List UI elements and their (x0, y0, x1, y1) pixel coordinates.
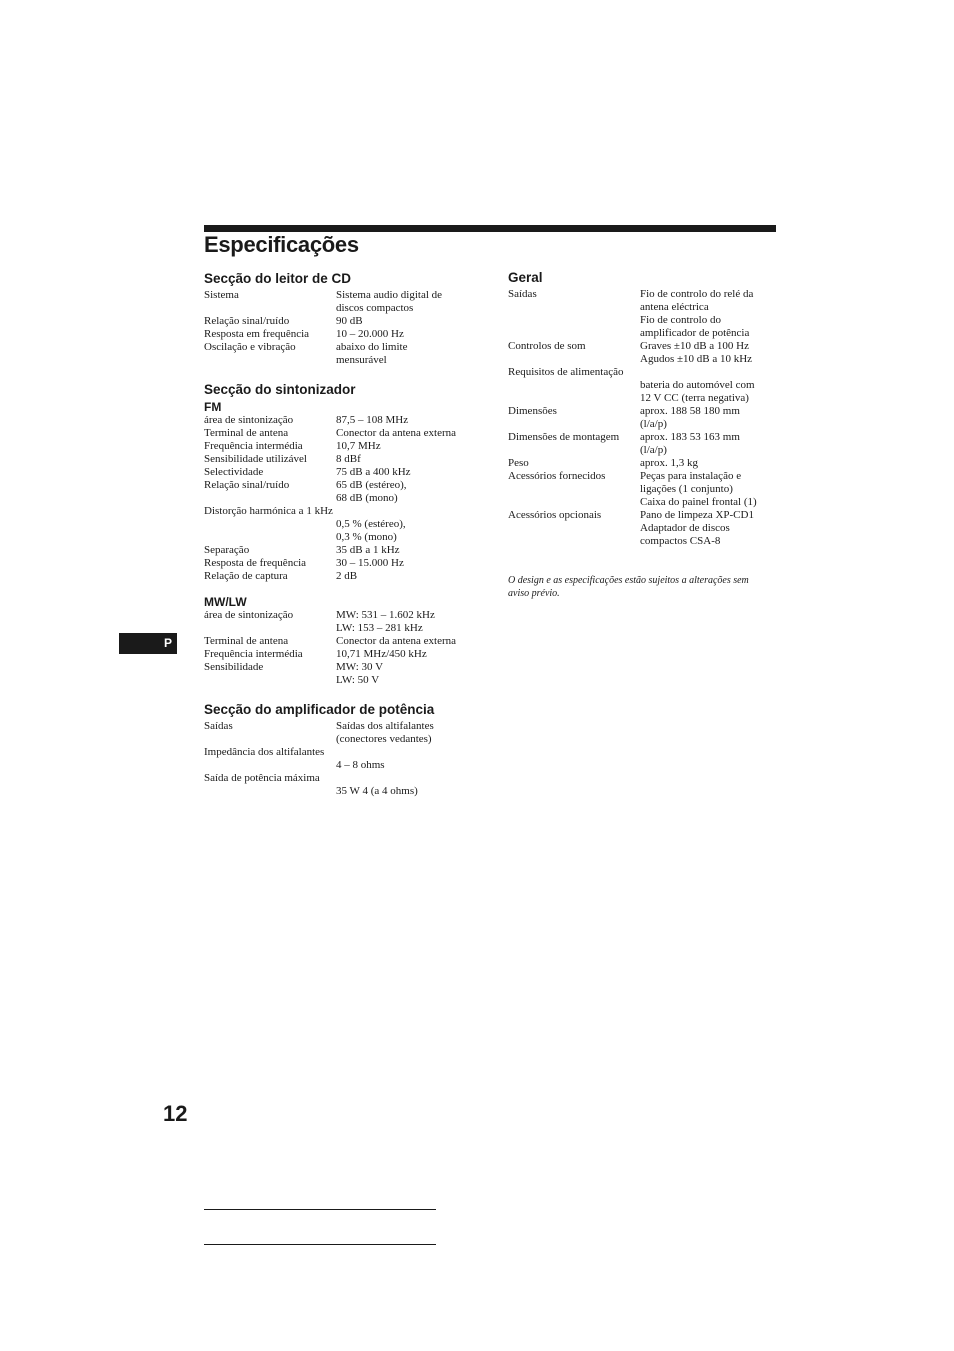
spec-table-cd (204, 289, 494, 367)
spec-label: Resposta de frequência (204, 557, 307, 569)
spec-label: Relação de captura (204, 570, 288, 582)
spec-value-line: 0,3 % (mono) (336, 531, 397, 543)
note-line: O design e as especificações estão sujeitos a alterações sem (508, 575, 749, 586)
disclaimer-note (508, 574, 778, 600)
spec-value-line: aprox. 183 53 163 mm (640, 431, 740, 443)
spec-row (204, 453, 494, 466)
spec-label: Peso (508, 457, 529, 469)
spec-value-line: LW: 50 V (336, 674, 380, 686)
spec-value (336, 609, 494, 635)
spec-row (508, 509, 778, 548)
spec-row (204, 720, 494, 746)
spec-value-line: aprox. 1,3 kg (640, 457, 699, 469)
spec-value-line: Caixa do painel frontal (1) (640, 496, 757, 508)
spec-value (640, 405, 778, 431)
spec-value (336, 635, 494, 648)
spec-table-amplifier (204, 720, 494, 798)
spec-row (204, 479, 494, 505)
note-line: aviso prévio. (508, 588, 560, 599)
spec-row (508, 288, 778, 340)
page-title: Especificações (204, 232, 359, 257)
spec-value (336, 453, 494, 466)
spec-label: Dimensões (508, 405, 557, 417)
spec-row (204, 609, 494, 635)
spec-label: Acessórios fornecidos (508, 470, 606, 482)
spec-row-wide (204, 772, 494, 798)
spec-value-line: compactos CSA-8 (640, 535, 721, 547)
spec-value-line: 35 W 4 (a 4 ohms) (336, 785, 418, 797)
spec-value-line: Fio de controlo do relé da (640, 288, 754, 300)
spec-label: Sensibilidade utilizável (204, 453, 307, 465)
spec-value-line: abaixo do limite (336, 341, 408, 353)
spec-row-wide (508, 366, 778, 405)
spec-row (204, 466, 494, 479)
spec-value-line: 30 – 15.000 Hz (336, 557, 404, 569)
spec-value-line: discos compactos (336, 302, 414, 314)
spec-label: Sistema (204, 289, 239, 301)
spec-label: Impedância dos altifalantes (204, 746, 325, 758)
spec-value (508, 379, 778, 405)
spec-value-line: Conector da antena externa (336, 635, 457, 647)
page-number: 12 (163, 1101, 188, 1126)
spec-value-line: 10,7 MHz (336, 440, 381, 452)
spec-value (204, 759, 494, 772)
spec-value (640, 431, 778, 457)
spec-value-line: 2 dB (336, 570, 358, 582)
spec-value-line: Fio de controlo do (640, 314, 721, 326)
spec-value (336, 479, 494, 505)
spec-value-line: 12 V CC (terra negativa) (640, 392, 749, 404)
spec-value-line: LW: 153 – 281 kHz (336, 622, 423, 634)
spec-row (204, 328, 494, 341)
spec-value (336, 440, 494, 453)
spec-row (204, 414, 494, 427)
spec-value-line: 65 dB (estéreo), (336, 479, 407, 491)
spec-label: Selectividade (204, 466, 264, 478)
spec-table-mwlw (204, 609, 494, 687)
spec-row (204, 661, 494, 687)
spec-value-line: Pano de limpeza XP-CD1 (640, 509, 754, 521)
left-column (204, 270, 494, 798)
spec-label: Dimensões de montagem (508, 431, 620, 443)
spec-value-line: ligações (1 conjunto) (640, 483, 733, 495)
spec-value (336, 341, 494, 367)
spec-row (508, 457, 778, 470)
subheading-mwlw: MW/LW (204, 595, 247, 609)
spec-value-line: (l/a/p) (640, 418, 667, 430)
spec-row (204, 544, 494, 557)
spec-value (336, 720, 494, 746)
spec-value-line: 35 dB a 1 kHz (336, 544, 400, 556)
spec-value-line: 10,71 MHz/450 kHz (336, 648, 427, 660)
spec-row-wide (204, 746, 494, 772)
spec-value-line: Conector da antena externa (336, 427, 457, 439)
spec-value (204, 785, 494, 798)
right-column (508, 269, 778, 600)
spec-label: área de sintonização (204, 414, 294, 426)
spec-label: Controlos de som (508, 340, 586, 352)
footer-rule (204, 1244, 436, 1245)
spec-label: área de sintonização (204, 609, 294, 621)
section-heading-general: Geral (508, 270, 543, 285)
spec-label: Acessórios opcionais (508, 509, 602, 521)
spec-row (204, 289, 494, 315)
spec-label: Separação (204, 544, 250, 556)
spec-value-line: 8 dBf (336, 453, 361, 465)
spec-value (640, 470, 778, 509)
spec-label: Saídas (508, 288, 537, 300)
spec-value-line: Graves ±10 dB a 100 Hz (640, 340, 749, 352)
spec-value-line: (conectores vedantes) (336, 733, 432, 745)
spec-value-line: (l/a/p) (640, 444, 667, 456)
spec-value-line: Agudos ±10 dB a 10 kHz (640, 353, 753, 365)
spec-value (336, 570, 494, 583)
spec-label: Resposta em frequência (204, 328, 310, 340)
spec-row (204, 648, 494, 661)
spec-value-line: antena eléctrica (640, 301, 709, 313)
spec-value-line: aprox. 188 58 180 mm (640, 405, 740, 417)
spec-value (640, 509, 778, 548)
spec-table-general (508, 288, 778, 548)
section-heading-amplifier: Secção do amplificador de potência (204, 702, 435, 717)
spec-label: Saída de potência máxima (204, 772, 320, 784)
spec-row (204, 570, 494, 583)
spec-label: Frequência intermédia (204, 440, 303, 452)
spec-value-line: 10 – 20.000 Hz (336, 328, 404, 340)
spec-value-line: mensurável (336, 354, 387, 366)
spec-row (204, 315, 494, 328)
spec-label: Terminal de antena (204, 427, 289, 439)
section-heading-cd: Secção do leitor de CD (204, 271, 352, 286)
spec-label: Distorção harmónica a 1 kHz (204, 505, 333, 517)
spec-label: Requisitos de alimentação (508, 366, 624, 378)
spec-row (204, 440, 494, 453)
spec-value (336, 661, 494, 687)
spec-value-line: 68 dB (mono) (336, 492, 398, 504)
spec-row (204, 635, 494, 648)
spec-value (640, 288, 778, 340)
spec-row (204, 557, 494, 570)
spec-value-line: amplificador de potência (640, 327, 750, 339)
spec-value-line: 90 dB (336, 315, 363, 327)
spec-label: Terminal de antena (204, 635, 289, 647)
spec-value (336, 557, 494, 570)
spec-value (640, 340, 778, 366)
language-tab: P (119, 633, 177, 654)
spec-value (336, 315, 494, 328)
spec-value-line: Adaptador de discos (640, 522, 730, 534)
spec-value (336, 544, 494, 557)
spec-value-line: 87,5 – 108 MHz (336, 414, 409, 426)
spec-table-fm (204, 414, 494, 583)
spec-row (508, 431, 778, 457)
spec-value (336, 648, 494, 661)
spec-value (640, 457, 778, 470)
spec-value-line: MW: 30 V (336, 661, 384, 673)
spec-value-line: Saídas dos altifalantes (336, 720, 434, 732)
spec-row-wide (204, 505, 494, 544)
spec-label: Relação sinal/ruído (204, 479, 290, 491)
spec-row (508, 470, 778, 509)
spec-value (336, 466, 494, 479)
spec-value (336, 328, 494, 341)
spec-row (508, 405, 778, 431)
section-heading-tuner: Secção do sintonizador (204, 382, 356, 397)
spec-label: Sensibilidade (204, 661, 264, 673)
spec-value-line: bateria do automóvel com (640, 379, 755, 391)
spec-label: Frequência intermédia (204, 648, 303, 660)
spec-value-line: MW: 531 – 1.602 kHz (336, 609, 435, 621)
spec-row (204, 427, 494, 440)
spec-value-line: 75 dB a 400 kHz (336, 466, 411, 478)
footer-rule (204, 1209, 436, 1210)
spec-label: Oscilação e vibração (204, 341, 296, 353)
spec-value-line: Peças para instalação e (640, 470, 742, 482)
spec-value-line: 0,5 % (estéreo), (336, 518, 406, 530)
spec-value-line: 4 – 8 ohms (336, 759, 385, 771)
spec-row (204, 341, 494, 367)
spec-value (336, 289, 494, 315)
spec-value (204, 518, 494, 544)
title-rule (204, 225, 776, 232)
spec-value (336, 427, 494, 440)
subheading-fm: FM (204, 400, 222, 414)
spec-row (508, 340, 778, 366)
spec-value (336, 414, 494, 427)
spec-value-line: Sistema audio digital de (336, 289, 443, 301)
spec-label: Relação sinal/ruído (204, 315, 290, 327)
spec-label: Saídas (204, 720, 233, 732)
